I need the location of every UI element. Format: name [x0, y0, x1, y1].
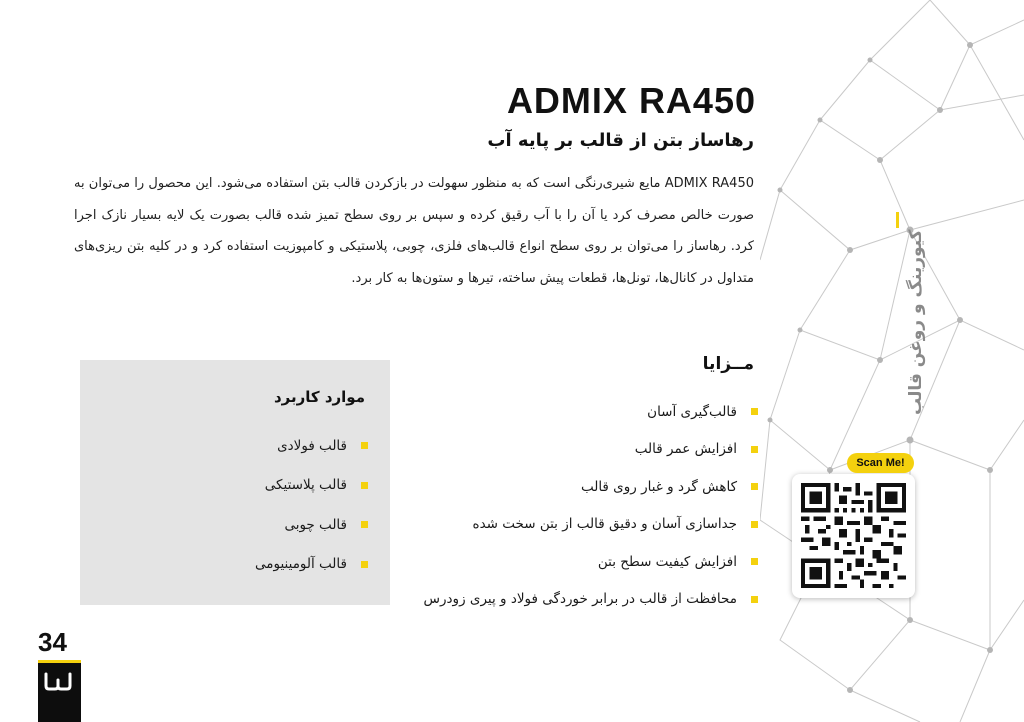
advantage-text: قالب‌گیری آسان — [647, 403, 737, 420]
use-text: قالب آلومینیومی — [255, 556, 347, 573]
use-text: قالب چوبی — [284, 516, 347, 533]
product-subtitle: رهاساز بتن از قالب بر پایه آب — [487, 130, 754, 151]
advantage-text: جداسازی آسان و دقیق قالب از بتن سخت شده — [472, 516, 737, 533]
list-item — [338, 468, 758, 506]
bullet-icon — [751, 596, 758, 603]
uses-title: موارد کاربرد — [273, 388, 365, 406]
use-text: قالب فولادی — [277, 437, 347, 454]
bullet-icon — [751, 483, 758, 490]
list-item — [168, 505, 368, 545]
list-item — [168, 545, 368, 585]
list-item — [338, 506, 758, 544]
uses-panel — [80, 360, 390, 605]
bullet-icon — [361, 442, 368, 449]
bullet-icon — [361, 482, 368, 489]
side-category-label: کیورینگ و روغن قالب — [906, 229, 926, 415]
advantage-text: افزایش کیفیت سطح بتن — [597, 553, 737, 570]
bullet-icon — [751, 521, 758, 528]
product-title: ADMIX RA450 — [506, 80, 756, 121]
side-label-accent-bar — [896, 212, 899, 228]
advantage-text: محافظت از قالب در برابر خوردگی فولاد و پیری زودرس — [423, 591, 737, 608]
network-background-graphic — [760, 0, 1024, 722]
bullet-icon — [751, 558, 758, 565]
brand-logo-block — [38, 660, 81, 722]
bullet-icon — [751, 446, 758, 453]
logo-accent-line — [38, 660, 81, 663]
list-item — [338, 393, 758, 431]
page-number: 34 — [38, 627, 67, 657]
list-item — [338, 581, 758, 619]
bullet-icon — [361, 561, 368, 568]
uses-list — [168, 426, 368, 584]
qr-code-card[interactable] — [792, 474, 915, 598]
scan-me-badge: Scan Me! — [847, 453, 914, 473]
product-description: ADMIX RA450 مایع شیری‌رنگی است که به منظور سهولت در بازکردن قالب بتن استفاده می‌شود. این محصول را می‌توان به صورت خالص مصرف کرد یا آن را با آب رقیق کرده و سپس بر روی سطح تمیز شده قالب بصورت یک لایه بسیار نازک اجرا کرد. رهاساز را می‌توان بر روی سطح انواع قالب‌های فلزی، چوبی، پلاستیکی و کامپوزیت استفاده کرد و در کلیه بتن ریزی‌های متداول در کانال‌ها، تونل‌ها، قطعات پیش ساخته، تیرها و ستون‌ها به کار برد. — [74, 176, 754, 286]
advantages-list — [338, 393, 758, 618]
brand-logo-icon — [43, 670, 76, 692]
list-item — [168, 466, 368, 506]
advantage-text: افزایش عمر قالب — [634, 441, 737, 458]
advantage-text: کاهش گرد و غبار روی قالب — [580, 478, 737, 495]
advantages-title: مــزایا — [702, 354, 754, 374]
qr-code-icon — [801, 483, 906, 588]
bullet-icon — [361, 521, 368, 528]
list-item — [168, 426, 368, 466]
list-item — [338, 431, 758, 469]
use-text: قالب پلاستیکی — [264, 477, 347, 494]
bullet-icon — [751, 408, 758, 415]
list-item — [338, 543, 758, 581]
